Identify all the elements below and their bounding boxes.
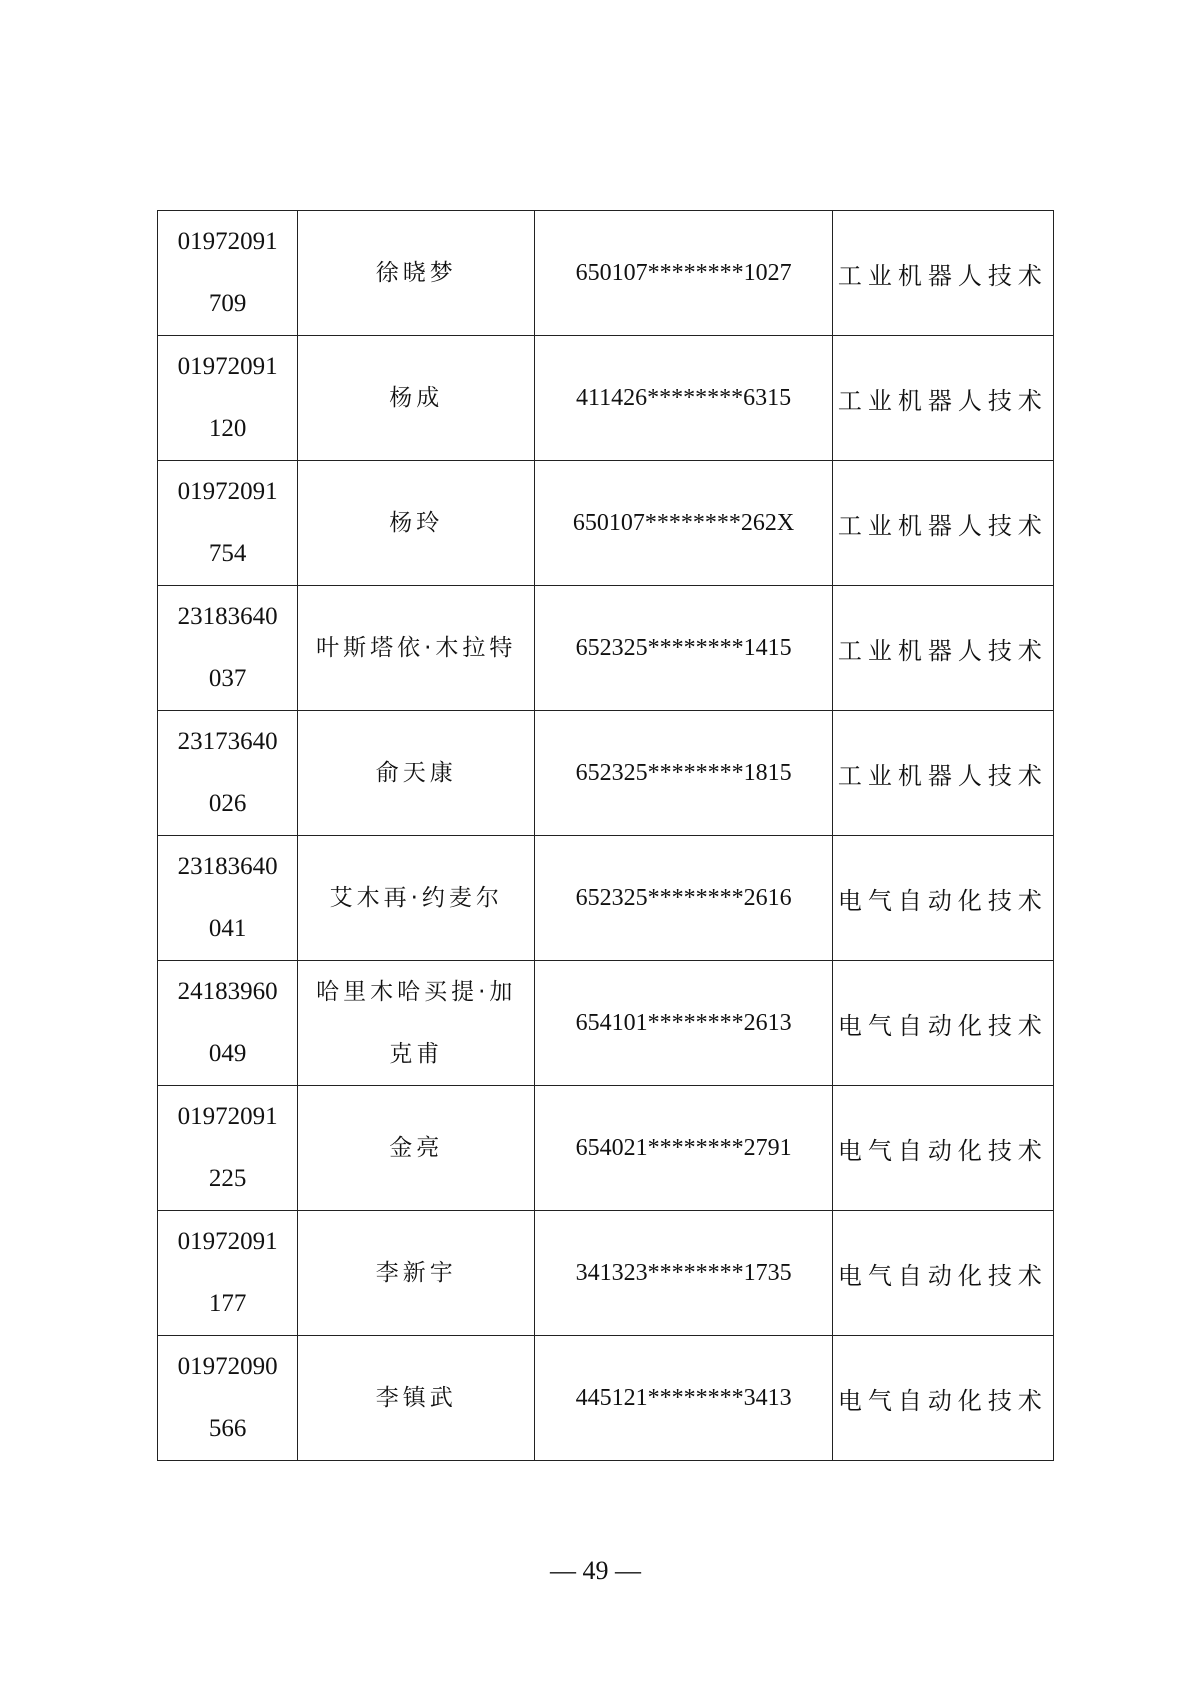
major-cell: 电气自动化技术 [832,1086,1053,1211]
student-id-part-1: 23183640 [177,603,278,630]
major-cell: 工业机器人技术 [832,336,1053,461]
id-number-cell: 654021********2791 [535,1086,832,1211]
student-name: 徐晓梦 [375,260,457,286]
student-id-cell [158,1086,298,1211]
id-number-cell: 650107********262X [535,461,832,586]
student-id-part-1: 23173640 [177,728,278,755]
student-name-line-1: 哈里木哈买提·加 [316,979,517,1005]
name-cell [298,711,535,836]
student-id-part-1: 24183960 [177,978,278,1005]
table-row [158,961,1054,1086]
id-number-cell: 650107********1027 [535,211,832,336]
student-table [157,210,1054,1461]
student-id-part-1: 01972091 [177,228,278,255]
student-id-part-2: 026 [208,790,247,817]
student-id-part-1: 01972091 [177,1103,278,1130]
student-id-cell [158,711,298,836]
name-cell [298,961,535,1086]
name-cell [298,211,535,336]
student-id-part-2: 049 [208,1040,247,1067]
table-row [158,1211,1054,1336]
major-cell: 工业机器人技术 [832,711,1053,836]
student-name-line-2: 克甫 [389,1041,444,1067]
major-cell: 工业机器人技术 [832,586,1053,711]
major-cell: 电气自动化技术 [832,961,1053,1086]
id-number-cell: 411426********6315 [535,336,832,461]
id-number-cell: 652325********2616 [535,836,832,961]
student-id-part-2: 754 [208,540,247,567]
name-cell [298,1086,535,1211]
student-id-cell [158,961,298,1086]
major-cell: 电气自动化技术 [832,1336,1053,1461]
major-cell: 工业机器人技术 [832,211,1053,336]
id-number-cell: 654101********2613 [535,961,832,1086]
student-id-part-1: 01972091 [177,1228,278,1255]
student-id-part-1: 23183640 [177,853,278,880]
table-row [158,336,1054,461]
student-name: 金亮 [389,1135,444,1161]
student-name: 李镇武 [375,1385,457,1411]
student-name: 李新宇 [375,1260,457,1286]
student-id-part-2: 225 [208,1165,247,1192]
student-table-body [158,211,1054,1461]
name-cell [298,586,535,711]
id-number-cell: 341323********1735 [535,1211,832,1336]
table-row [158,711,1054,836]
page-number: — 49 — [550,1556,641,1585]
student-id-cell [158,1336,298,1461]
student-id-part-2: 709 [208,290,247,317]
student-id-cell [158,586,298,711]
student-id-part-1: 01972090 [177,1353,278,1380]
name-cell [298,461,535,586]
id-number-cell: 445121********3413 [535,1336,832,1461]
student-name: 叶斯塔依·木拉特 [316,635,517,661]
table-row [158,586,1054,711]
student-id-cell [158,211,298,336]
student-id-part-2: 566 [208,1415,247,1442]
student-id-cell [158,1211,298,1336]
table-row [158,461,1054,586]
student-name: 艾木再·约麦尔 [329,885,503,911]
student-name: 俞天康 [375,760,457,786]
id-number-cell: 652325********1415 [535,586,832,711]
student-id-part-1: 01972091 [177,353,278,380]
table-row [158,836,1054,961]
table-row [158,1336,1054,1461]
student-id-part-2: 037 [208,665,247,692]
major-cell: 电气自动化技术 [832,1211,1053,1336]
name-cell [298,336,535,461]
name-cell [298,1211,535,1336]
name-cell [298,1336,535,1461]
major-cell: 电气自动化技术 [832,836,1053,961]
student-name: 杨玲 [389,510,444,536]
student-id-cell [158,461,298,586]
student-id-cell [158,336,298,461]
table-row [158,211,1054,336]
student-id-part-2: 177 [208,1290,247,1317]
table-row [158,1086,1054,1211]
id-number-cell: 652325********1815 [535,711,832,836]
student-id-part-2: 120 [208,415,247,442]
student-id-part-2: 041 [208,915,247,942]
name-cell [298,836,535,961]
major-cell: 工业机器人技术 [832,461,1053,586]
student-id-cell [158,836,298,961]
student-id-part-1: 01972091 [177,478,278,505]
student-name: 杨成 [389,385,444,411]
